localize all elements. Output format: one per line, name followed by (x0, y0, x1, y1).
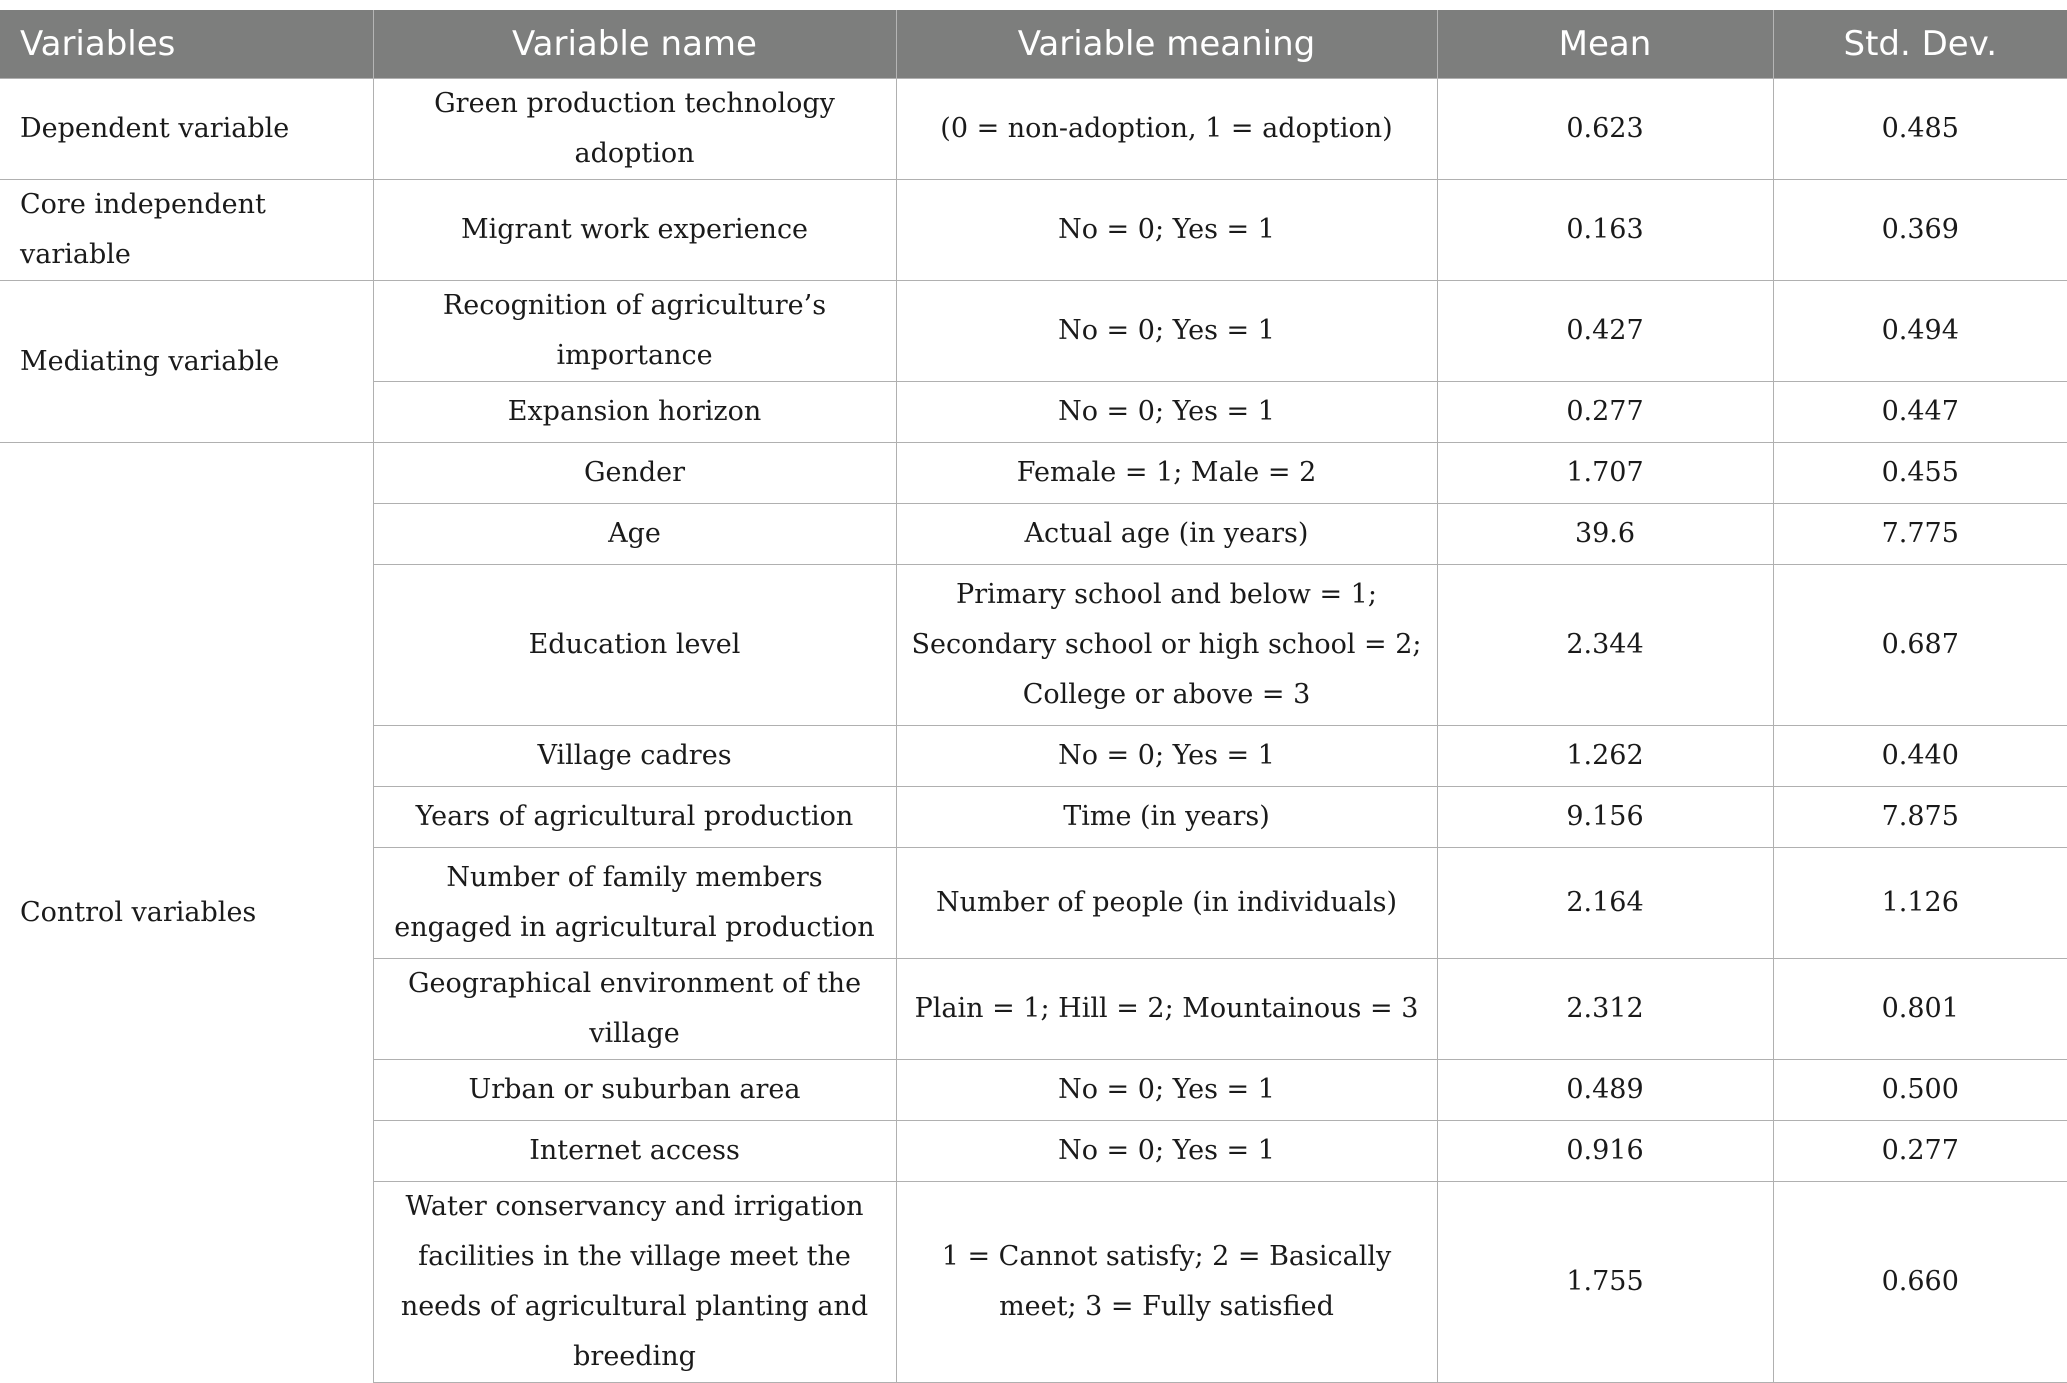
mean-value: 1.262 (1437, 726, 1773, 787)
variable-meaning: 1 = Cannot satisfy; 2 = Basically meet; 3 = Fully satisfied (896, 1182, 1437, 1383)
variable-meaning: Number of people (in individuals) (896, 848, 1437, 959)
mean-value: 0.916 (1437, 1121, 1773, 1182)
header-row (0, 10, 2067, 79)
sd-value: 0.277 (1773, 1121, 2067, 1182)
sd-value: 0.485 (1773, 79, 2067, 180)
variable-name: Years of agricultural production (373, 787, 896, 848)
mean-value: 0.427 (1437, 281, 1773, 382)
variable-name: Water conservancy and irrigation facilities in the village meet the needs of agricultural planting and breeding (373, 1182, 896, 1383)
table-row (0, 79, 2067, 180)
mean-value: 0.489 (1437, 1060, 1773, 1121)
mean-value: 9.156 (1437, 787, 1773, 848)
variable-meaning: No = 0; Yes = 1 (896, 1060, 1437, 1121)
sd-value: 7.775 (1773, 504, 2067, 565)
sd-value: 0.369 (1773, 180, 2067, 281)
mean-value: 39.6 (1437, 504, 1773, 565)
mean-value: 0.623 (1437, 79, 1773, 180)
sd-value: 0.801 (1773, 959, 2067, 1060)
variable-name: Education level (373, 565, 896, 726)
variable-meaning: Plain = 1; Hill = 2; Mountainous = 3 (896, 959, 1437, 1060)
group-mediating: Mediating variable (0, 281, 373, 443)
mean-value: 0.163 (1437, 180, 1773, 281)
variable-meaning: Time (in years) (896, 787, 1437, 848)
variable-name: Gender (373, 443, 896, 504)
header-variables: Variables (0, 10, 373, 79)
variable-name: Urban or suburban area (373, 1060, 896, 1121)
variable-meaning: No = 0; Yes = 1 (896, 281, 1437, 382)
variable-meaning: Actual age (in years) (896, 504, 1437, 565)
mean-value: 0.277 (1437, 382, 1773, 443)
variable-meaning: No = 0; Yes = 1 (896, 382, 1437, 443)
sd-value: 0.500 (1773, 1060, 2067, 1121)
variable-name: Age (373, 504, 896, 565)
sd-value: 0.494 (1773, 281, 2067, 382)
variable-meaning: No = 0; Yes = 1 (896, 180, 1437, 281)
variable-meaning: Primary school and below = 1; Secondary school or high school = 2; College or above = 3 (896, 565, 1437, 726)
header-variable-meaning: Variable meaning (896, 10, 1437, 79)
mean-value: 1.755 (1437, 1182, 1773, 1383)
variable-name: Migrant work experience (373, 180, 896, 281)
variable-meaning: Female = 1; Male = 2 (896, 443, 1437, 504)
variable-name: Internet access (373, 1121, 896, 1182)
header-variable-name: Variable name (373, 10, 896, 79)
group-core: Core independent variable (0, 180, 373, 281)
variable-meaning: No = 0; Yes = 1 (896, 1121, 1437, 1182)
sd-value: 0.440 (1773, 726, 2067, 787)
variable-meaning: No = 0; Yes = 1 (896, 726, 1437, 787)
header-std-dev: Std. Dev. (1773, 10, 2067, 79)
sd-value: 0.447 (1773, 382, 2067, 443)
group-control: Control variables (0, 443, 373, 1383)
mean-value: 1.707 (1437, 443, 1773, 504)
variable-name: Geographical environment of the village (373, 959, 896, 1060)
variable-meaning: (0 = non-adoption, 1 = adoption) (896, 79, 1437, 180)
table-row (0, 443, 2067, 504)
variable-name: Expansion horizon (373, 382, 896, 443)
table-row (0, 180, 2067, 281)
variable-name: Number of family members engaged in agricultural production (373, 848, 896, 959)
group-dependent: Dependent variable (0, 79, 373, 180)
variables-table (0, 10, 2067, 1383)
table-row (0, 281, 2067, 382)
mean-value: 2.312 (1437, 959, 1773, 1060)
sd-value: 0.455 (1773, 443, 2067, 504)
variable-name: Recognition of agriculture’s importance (373, 281, 896, 382)
sd-value: 1.126 (1773, 848, 2067, 959)
header-mean: Mean (1437, 10, 1773, 79)
variable-name: Green production technology adoption (373, 79, 896, 180)
sd-value: 7.875 (1773, 787, 2067, 848)
mean-value: 2.344 (1437, 565, 1773, 726)
mean-value: 2.164 (1437, 848, 1773, 959)
sd-value: 0.687 (1773, 565, 2067, 726)
sd-value: 0.660 (1773, 1182, 2067, 1383)
variable-name: Village cadres (373, 726, 896, 787)
